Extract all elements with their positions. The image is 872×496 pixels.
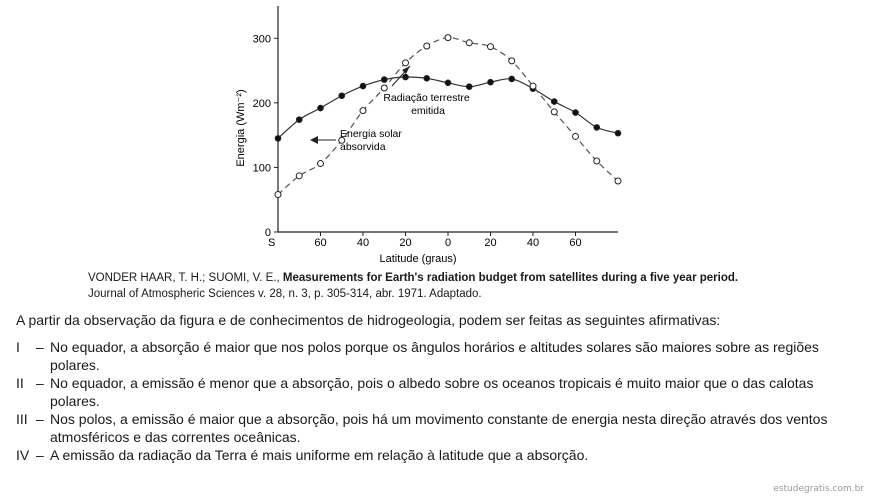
x-tick-label: S: [267, 237, 276, 249]
absorbed-data-point: [275, 192, 281, 198]
emitted-data-point: [424, 76, 430, 82]
absorbed-data-point: [530, 83, 536, 89]
question-prompt: A partir da observação da figura e de conhecimentos de hidrogeologia, podem ser feitas as seguintes afirmativas:: [16, 312, 721, 328]
statement-list: [16, 338, 856, 464]
citation-title: Measurements for Earth's radiation budget from satellites during a five year period.: [282, 272, 739, 284]
watermark: estudegratis.com.br: [773, 484, 864, 494]
emitted-data-point: [381, 77, 387, 83]
statement-text: A emissão da radiação da Terra é mais uniforme em relação à latitude que a absorção.: [50, 447, 589, 463]
absorbed-data-point: [551, 109, 557, 115]
statement-item: [16, 446, 856, 464]
x-axis-title: Latitude (graus): [379, 253, 457, 265]
emitted-data-point: [403, 74, 409, 80]
annotation-absorbed: Energia solar absorvida: [340, 128, 402, 153]
emitted-data-point: [509, 76, 515, 82]
emitted-radiation-line: [278, 77, 618, 138]
statement-number: III: [16, 411, 28, 427]
absorbed-data-point: [445, 35, 451, 41]
emitted-data-point: [594, 125, 600, 131]
statement-dash: –: [36, 339, 44, 355]
statement-dash: –: [36, 447, 44, 463]
y-tick-label: 300: [252, 33, 271, 46]
y-tick-label: 200: [252, 97, 271, 110]
emitted-data-point: [615, 130, 621, 136]
x-tick-label: 20: [484, 237, 497, 249]
x-tick-label: 40: [526, 237, 540, 249]
statement-number: IV: [16, 447, 30, 463]
emitted-data-point: [551, 99, 557, 105]
y-tick-label: 100: [252, 162, 271, 175]
emitted-data-point: [296, 117, 302, 123]
annotation-arrowhead-absorbed: [310, 136, 318, 144]
statement-item: [16, 374, 856, 410]
emitted-data-point: [360, 83, 366, 89]
emitted-data-point: [318, 105, 324, 111]
statement-text: Nos polos, a emissão é maior que a absorção, pois há um movimento constante de energia nesta direção através dos ventos atmosféricos e das correntes oceânicas.: [50, 411, 828, 445]
absorbed-data-point: [594, 158, 600, 164]
x-tick-label: 40: [356, 237, 370, 249]
emitted-data-point: [339, 93, 345, 99]
figure-citation: [88, 270, 848, 302]
energy-latitude-chart: [230, 0, 630, 268]
absorbed-data-point: [424, 43, 430, 49]
statement-item: [16, 410, 856, 446]
statement-number: II: [16, 375, 24, 391]
absorbed-data-point: [573, 133, 579, 139]
statement-dash: –: [36, 375, 44, 391]
absorbed-data-point: [360, 108, 366, 114]
annotation-arrowhead-emitted: [402, 66, 410, 74]
citation-journal: Journal of Atmospheric Sciences v. 28, n. 3, p. 305-314, abr. 1971. Adaptado.: [88, 288, 482, 300]
x-tick-label: 60: [314, 237, 327, 249]
emitted-data-point: [275, 136, 281, 142]
absorbed-solar-line: [278, 38, 618, 195]
absorbed-data-point: [615, 178, 621, 184]
absorbed-data-point: [488, 44, 494, 50]
x-tick-label: 0: [444, 237, 452, 249]
citation-authors: VONDER HAAR, T. H.; SUOMI, V. E.,: [88, 272, 283, 284]
statement-text: No equador, a emissão é menor que a absorção, pois o albedo sobre os oceanos tropicais é muito maior que o das calotas polares.: [50, 375, 814, 409]
emitted-data-point: [488, 79, 494, 85]
x-tick-label: 60: [569, 237, 582, 249]
statement-dash: –: [36, 411, 44, 427]
annotation-emitted: Radiação terrestre emitida: [383, 92, 470, 117]
absorbed-data-point: [296, 173, 302, 179]
x-tick-label: 20: [399, 237, 412, 249]
statement-number: I: [16, 339, 20, 355]
statement-text: No equador, a absorção é maior que nos polos porque os ângulos horários e altitudes solares são maiores sobre as regiões polares.: [50, 339, 819, 373]
y-axis-title: Energia (Wm⁻²): [235, 89, 247, 167]
emitted-data-point: [573, 110, 579, 116]
y-tick-label: 0: [264, 227, 271, 239]
statement-item: [16, 338, 856, 374]
emitted-data-point: [466, 84, 472, 90]
absorbed-data-point: [318, 161, 324, 167]
absorbed-data-point: [381, 85, 387, 91]
absorbed-data-point: [466, 40, 472, 46]
absorbed-data-point: [509, 58, 515, 64]
emitted-data-point: [445, 80, 451, 86]
absorbed-data-point: [403, 60, 409, 66]
